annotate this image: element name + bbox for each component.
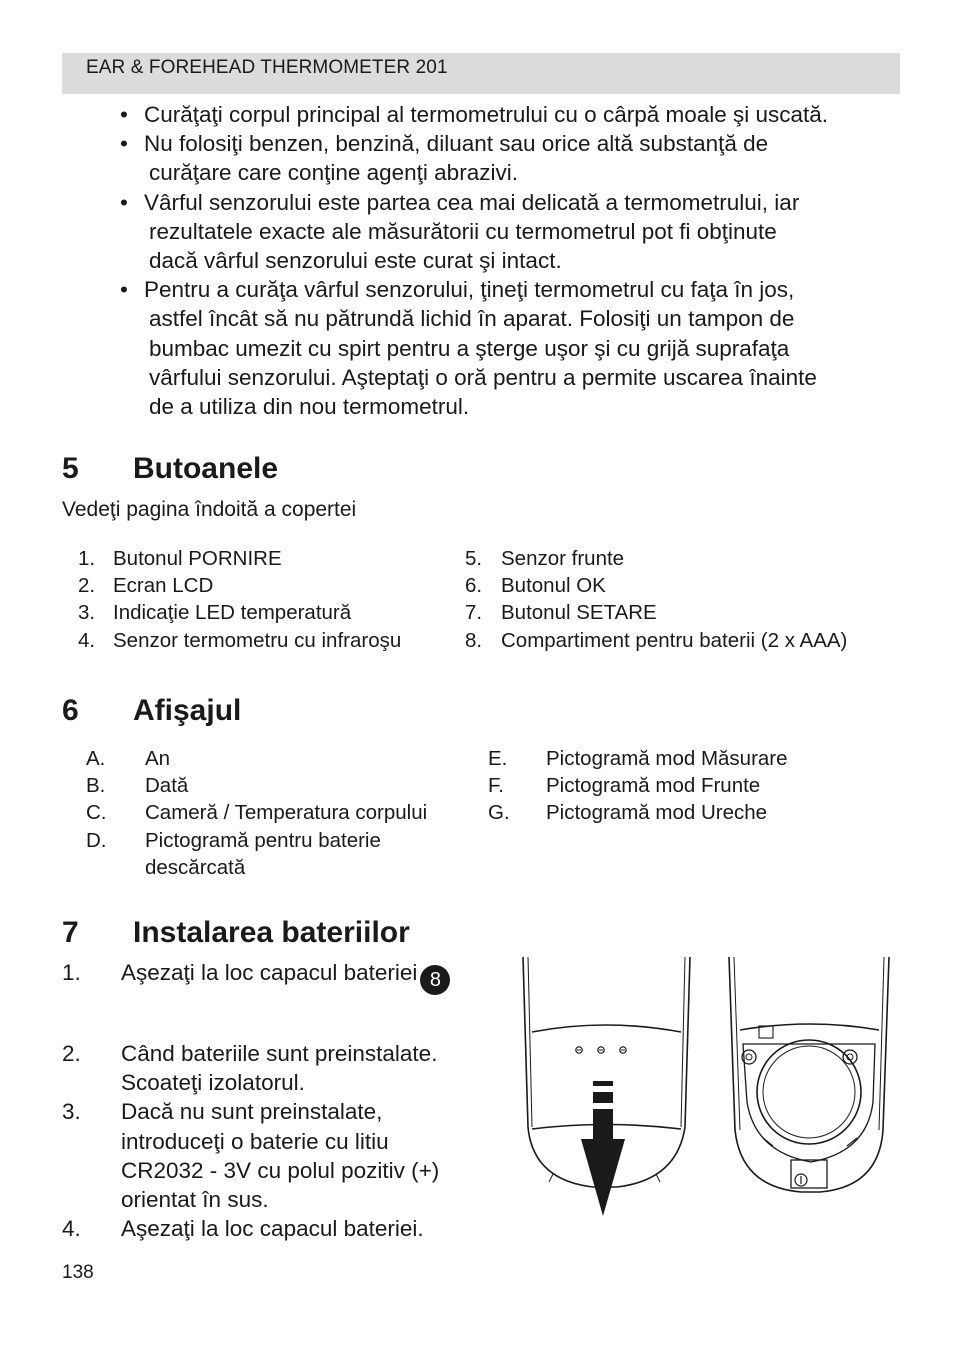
arrow-down-icon bbox=[581, 1081, 625, 1216]
list-item bbox=[120, 188, 920, 276]
callout-badge: 8 bbox=[420, 965, 450, 995]
item-number: 1. bbox=[78, 547, 96, 570]
item-label: Indicaţie LED temperatură bbox=[113, 601, 352, 625]
item-number: 3. bbox=[78, 601, 96, 625]
item-number: 8. bbox=[465, 628, 483, 652]
item-letter: F. bbox=[488, 774, 504, 798]
step-text: Dacă nu sunt preinstalate, bbox=[121, 1099, 383, 1125]
list-item bbox=[465, 572, 905, 599]
item-label: Pictogramă pentru baterie bbox=[145, 828, 381, 852]
section-title: Afişajul bbox=[133, 694, 242, 727]
list-item bbox=[78, 627, 458, 654]
item-label: Compartiment pentru baterii (2 x AAA) bbox=[501, 628, 848, 652]
item-label: An bbox=[145, 747, 171, 770]
bullet-text-cont: vârfului senzorului. Aşteptaţi o oră pentru a permite uscarea înainte bbox=[149, 364, 817, 390]
section-title: Butoanele bbox=[133, 452, 279, 485]
item-label: Butonul SETARE bbox=[501, 601, 657, 625]
display-list-right bbox=[488, 745, 908, 827]
list-item bbox=[86, 772, 476, 799]
list-item bbox=[86, 799, 476, 826]
list-item bbox=[78, 572, 458, 599]
bullet-text-cont: curăţare care conţine agenţi abrazivi. bbox=[149, 160, 518, 186]
section-title: Instalarea bateriilor bbox=[133, 916, 410, 949]
step-text: Aşezaţi la loc capacul bateriei bbox=[121, 960, 418, 985]
item-label: Pictogramă mod Ureche bbox=[546, 801, 768, 825]
item-label: Pictogramă mod Frunte bbox=[546, 774, 761, 798]
bullet-text-cont: rezultatele exacte ale măsurătorii cu termometrul pot fi obţinute bbox=[149, 218, 777, 244]
item-label: Cameră / Temperatura corpului bbox=[145, 801, 428, 825]
bullet-text-cont bbox=[144, 423, 149, 448]
item-number: 5. bbox=[465, 547, 483, 570]
section-number: 5 bbox=[62, 452, 79, 485]
section-5-intro: Vedeţi pagina îndoită a copertei bbox=[62, 498, 357, 521]
bullet-dot: • bbox=[120, 102, 128, 127]
buttons-list-left bbox=[78, 545, 458, 654]
display-list-left bbox=[86, 745, 476, 881]
item-number: 7. bbox=[465, 601, 483, 625]
list-item bbox=[86, 827, 476, 881]
list-item bbox=[78, 545, 458, 572]
list-item bbox=[78, 599, 458, 626]
bullet-text-cont: bumbac umezit cu spirt pentru a şterge uşor şi cu grijă suprafaţa bbox=[149, 335, 790, 361]
step-text: Aşezaţi la loc capacul bateriei. bbox=[121, 1216, 424, 1242]
bullet-text-cont: de a utiliza din nou termometrul. bbox=[149, 394, 470, 420]
item-letter: C. bbox=[86, 801, 107, 825]
section-5-heading bbox=[62, 452, 278, 486]
list-item bbox=[488, 772, 908, 799]
list-item bbox=[120, 100, 920, 129]
step-number: 4. bbox=[62, 1216, 81, 1242]
step-text: Când bateriile sunt preinstalate. bbox=[121, 1041, 438, 1066]
step-number: 2. bbox=[62, 1041, 81, 1066]
page-number: 138 bbox=[62, 1262, 94, 1283]
step-text: orientat în sus. bbox=[121, 1187, 269, 1213]
item-number: 6. bbox=[465, 574, 483, 598]
buttons-list-right bbox=[465, 545, 905, 654]
battery-install-illustration bbox=[515, 952, 905, 1222]
bullet-dot: • bbox=[120, 277, 128, 303]
item-label-cont: descărcată bbox=[145, 855, 246, 879]
battery-compartment-drawing bbox=[729, 957, 889, 1192]
list-item bbox=[488, 799, 908, 826]
section-number: 7 bbox=[62, 916, 79, 949]
section-number: 6 bbox=[62, 694, 79, 727]
list-item bbox=[465, 599, 905, 626]
bullet-text: Nu folosiţi benzen, benzină, diluant sau orice altă substanţă de bbox=[144, 131, 769, 157]
list-item bbox=[62, 1214, 502, 1243]
header-bar bbox=[62, 53, 900, 94]
item-label: Senzor termometru cu infraroşu bbox=[113, 628, 402, 652]
item-label: Senzor frunte bbox=[501, 547, 625, 570]
step-text: CR2032 - 3V cu polul pozitiv (+) bbox=[121, 1157, 440, 1183]
step-text: Scoateţi izolatorul. bbox=[121, 1070, 305, 1096]
list-item bbox=[86, 745, 476, 772]
bullet-text: Vârful senzorului este partea cea mai delicată a termometrului, iar bbox=[144, 189, 800, 215]
item-label: Dată bbox=[145, 774, 189, 798]
item-label: Pictogramă mod Măsurare bbox=[546, 747, 788, 770]
list-item bbox=[465, 545, 905, 572]
bullet-text-cont: astfel încât să nu pătrundă lichid în aparat. Folosiţi un tampon de bbox=[149, 306, 795, 332]
list-item bbox=[488, 745, 908, 772]
bullet-text-cont: dacă vârful senzorului este curat şi intact. bbox=[149, 248, 562, 274]
list-item bbox=[62, 1097, 502, 1214]
section-6-heading bbox=[62, 694, 241, 728]
item-label: Ecran LCD bbox=[113, 574, 214, 598]
item-number: 4. bbox=[78, 628, 96, 652]
list-item bbox=[120, 275, 920, 450]
item-letter: D. bbox=[86, 828, 107, 852]
item-number: 2. bbox=[78, 574, 96, 598]
bullet-dot: • bbox=[120, 189, 128, 215]
item-letter: B. bbox=[86, 774, 106, 798]
document-title: EAR & FOREHEAD THERMOMETER 201 bbox=[86, 57, 448, 78]
list-item bbox=[62, 958, 502, 995]
step-text: introduceţi o baterie cu litiu bbox=[121, 1128, 389, 1154]
item-letter: G. bbox=[488, 801, 510, 825]
step-number: 3. bbox=[62, 1099, 81, 1125]
list-item bbox=[120, 129, 920, 187]
battery-steps bbox=[62, 958, 502, 1243]
item-letter: E. bbox=[488, 747, 508, 770]
list-item bbox=[62, 1039, 502, 1097]
item-letter: A. bbox=[86, 747, 106, 770]
section-7-heading bbox=[62, 916, 410, 950]
item-label: Butonul OK bbox=[501, 574, 606, 598]
list-item bbox=[465, 627, 905, 654]
item-label: Butonul PORNIRE bbox=[113, 547, 282, 570]
bullet-text: Curăţaţi corpul principal al termometrului cu o cârpă moale şi uscată. bbox=[144, 102, 829, 127]
bullet-dot: • bbox=[120, 131, 128, 157]
bullet-text: Pentru a curăţa vârful senzorului, ţineţi termometrul cu faţa în jos, bbox=[144, 277, 795, 303]
cleaning-bullet-list bbox=[120, 100, 920, 450]
step-number: 1. bbox=[62, 960, 81, 985]
